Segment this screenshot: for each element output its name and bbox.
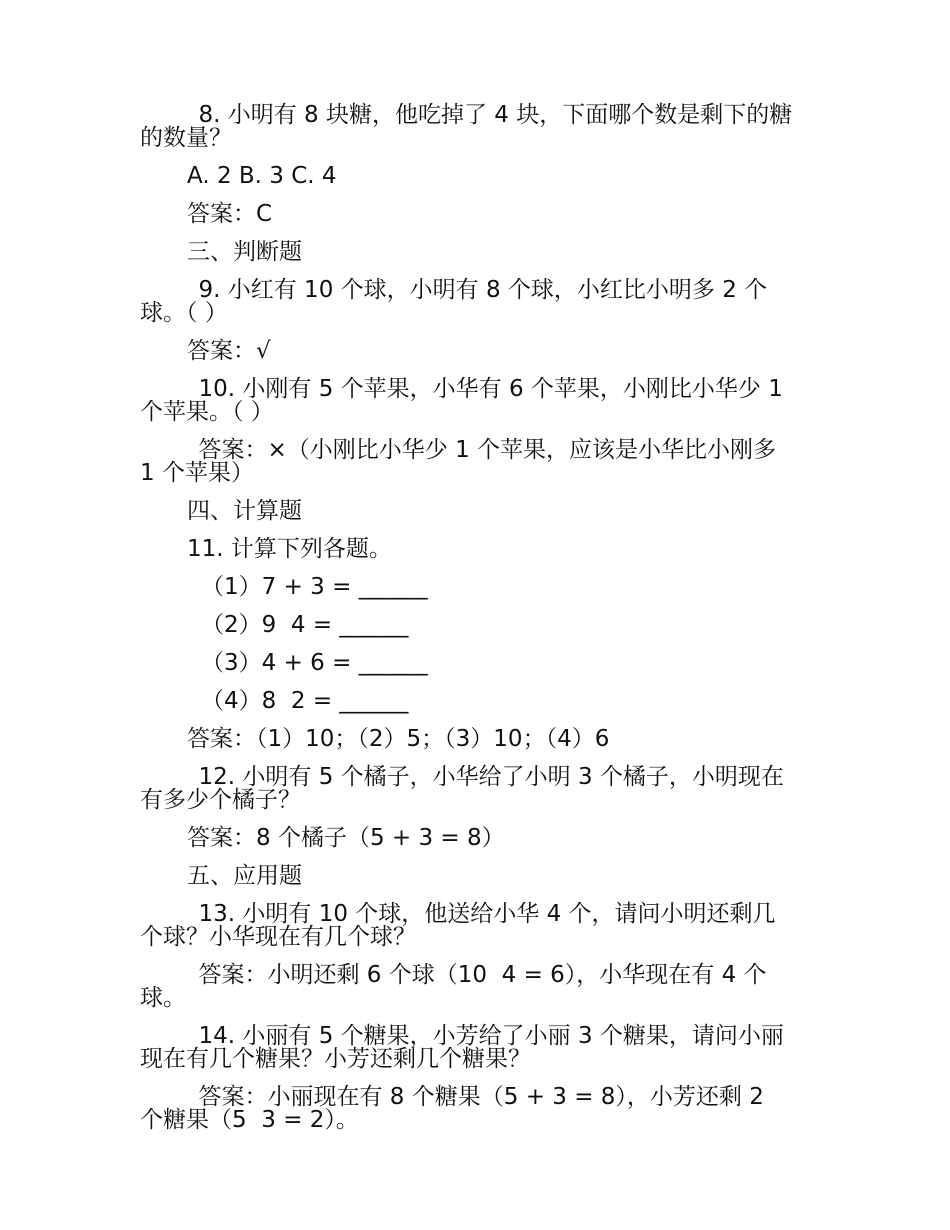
q10-answer-line1: 答案：×（小刚比小华少 1 个苹果，应该是小华比小刚多 [140, 437, 777, 463]
q9-answer: 答案：√ [187, 338, 271, 364]
q12-line1: 12. 小明有 5 个橘子，小华给了小明 3 个橘子，小明现在 [140, 764, 784, 790]
q13-answer-line2: 球。 [140, 985, 186, 1011]
q13-answer-line1: 答案：小明还剩 6 个球（10 4 = 6），小华现在有 4 个 [140, 962, 767, 988]
q9-line1: 9. 小红有 10 个球，小明有 8 个球，小红比小明多 2 个 [140, 277, 768, 303]
q14-line1: 14. 小丽有 5 个糖果，小芳给了小丽 3 个糖果，请问小丽 [140, 1023, 784, 1049]
section-heading-calculation: 四、计算题 [187, 498, 302, 524]
q8-options: A. 2 B. 3 C. 4 [187, 163, 337, 189]
q8-answer: 答案：C [187, 201, 273, 227]
document-page [140, 104, 810, 1132]
q11-item: （4）8 2 = ______ [201, 688, 409, 714]
q11-title: 11. 计算下列各题。 [187, 536, 392, 562]
q11-item: （1）7 + 3 = ______ [201, 574, 428, 600]
q13-line1: 13. 小明有 10 个球，他送给小华 4 个，请问小明还剩几 [140, 901, 776, 927]
q10-line1: 10. 小刚有 5 个苹果，小华有 6 个苹果，小刚比小华少 1 [140, 376, 783, 402]
q14-answer-line2: 个糖果（5 3 = 2）。 [140, 1107, 359, 1133]
q11-item: （2）9 4 = ______ [201, 612, 409, 638]
q10-line2: 个苹果。（ ） [140, 399, 274, 425]
q8-line1: 8. 小明有 8 块糖，他吃掉了 4 块，下面哪个数是剩下的糖 [140, 102, 793, 128]
section-heading-application: 五、应用题 [187, 863, 302, 889]
q13-line2: 个球？小华现在有几个球？ [140, 924, 416, 950]
q10-answer-line2: 1 个苹果） [140, 460, 254, 486]
section-heading-judgment: 三、判断题 [187, 239, 302, 265]
q9-line2: 球。（ ） [140, 300, 228, 326]
q12-line2: 有多少个橘子？ [140, 787, 301, 813]
q14-answer-line1: 答案：小丽现在有 8 个糖果（5 + 3 = 8），小芳还剩 2 [140, 1084, 764, 1110]
q14-line2: 现在有几个糖果？小芳还剩几个糖果？ [140, 1046, 531, 1072]
q12-answer: 答案：8 个橘子（5 + 3 = 8） [187, 825, 505, 851]
q11-answer: 答案：（1）10；（2）5；（3）10；（4）6 [187, 726, 610, 752]
q11-item: （3）4 + 6 = ______ [201, 650, 428, 676]
q8-line2: 的数量？ [140, 125, 232, 151]
